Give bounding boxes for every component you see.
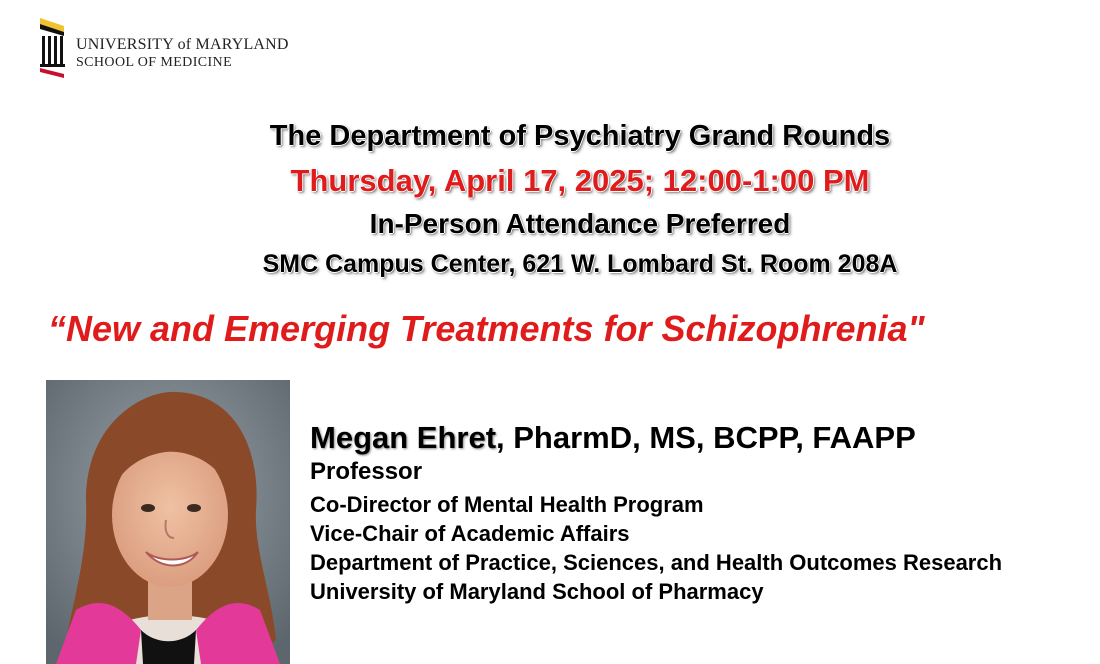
speaker-affiliation: Co-Director of Mental Health Program xyxy=(310,492,704,517)
logo-university-name: UNIVERSITY of MARYLAND xyxy=(76,36,289,53)
event-location: SMC Campus Center, 621 W. Lombard St. Room 208A xyxy=(262,250,898,278)
speaker-block xyxy=(310,420,1002,606)
speaker-title: Professor xyxy=(310,458,423,485)
event-attendance: In-Person Attendance Preferred xyxy=(369,208,791,239)
speaker-affiliation: University of Maryland School of Pharmacy xyxy=(310,579,764,604)
umaryland-som-logo xyxy=(38,12,328,78)
speaker-photo xyxy=(46,380,290,664)
speaker-affiliation: Vice-Chair of Academic Affairs xyxy=(310,521,630,546)
speaker-credentials: , PharmD, MS, BCPP, FAAPP xyxy=(496,420,916,455)
university-seal-icon xyxy=(38,12,70,78)
event-title: The Department of Psychiatry Grand Rounds xyxy=(269,120,891,152)
logo-school-name: SCHOOL OF MEDICINE xyxy=(76,55,233,70)
speaker-name-line xyxy=(310,420,1002,456)
talk-title: “New and Emerging Treatments for Schizophrenia" xyxy=(48,308,925,349)
speaker-affiliation: Department of Practice, Sciences, and Health Outcomes Research xyxy=(310,550,1003,575)
event-datetime: Thursday, April 17, 2025; 12:00-1:00 PM xyxy=(290,163,870,198)
speaker-name: Megan Ehret xyxy=(310,420,497,455)
